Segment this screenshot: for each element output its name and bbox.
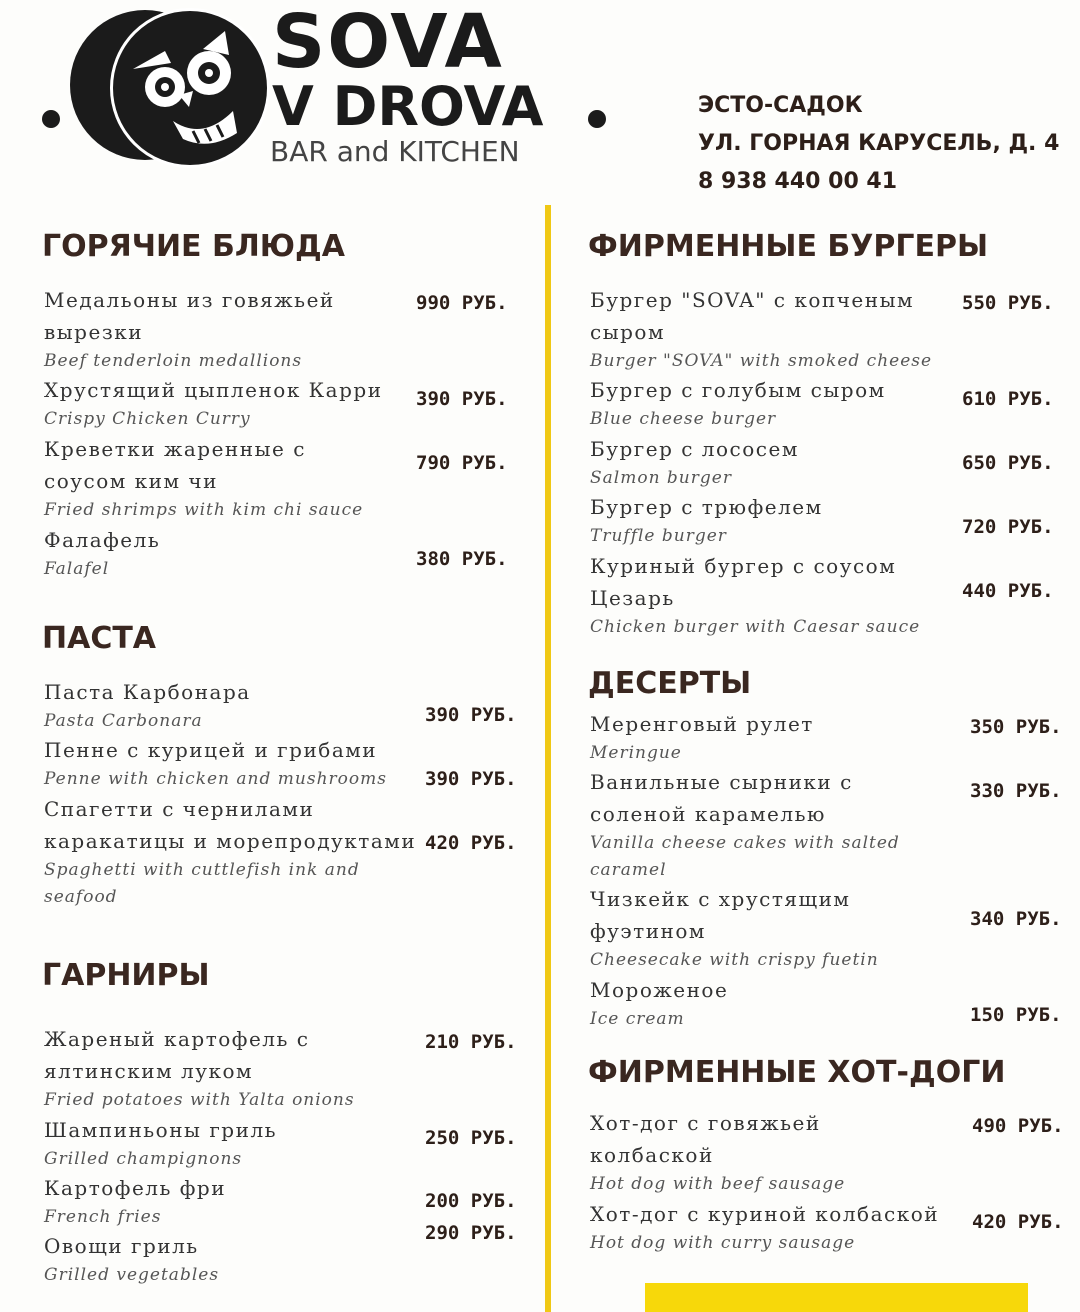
item-name-en: Beef tenderloin medallions <box>44 351 303 371</box>
column-divider <box>545 205 551 1312</box>
item-name-ru: сыром <box>590 320 666 344</box>
item-name-ru: Бургер с лососем <box>590 437 799 461</box>
section-title-burgers: ФИРМЕННЫЕ БУРГЕРЫ <box>588 229 989 264</box>
item-name-en: Falafel <box>44 559 110 579</box>
item-name-en: Meringue <box>590 743 682 763</box>
item-price: 440 РУБ. <box>962 580 1054 602</box>
item-price: 490 РУБ. <box>972 1115 1064 1137</box>
item-name-ru: Хрустящий цыпленок Карри <box>44 378 383 402</box>
address-street: УЛ. ГОРНАЯ КАРУСЕЛЬ, Д. 4 <box>698 131 1060 156</box>
phone-number: 8 938 440 00 41 <box>698 169 898 194</box>
item-name-en: Grilled vegetables <box>44 1265 220 1285</box>
item-name-ru: Цезарь <box>590 586 675 610</box>
item-name-ru: Креветки жаренные с <box>44 437 306 461</box>
section-title-hot: ГОРЯЧИЕ БЛЮДА <box>42 229 345 264</box>
section-title-pasta: ПАСТА <box>42 621 157 656</box>
item-name-en: French fries <box>44 1207 162 1227</box>
item-name-en: Cheesecake with crispy fuetin <box>590 950 879 970</box>
item-price: 650 РУБ. <box>962 452 1054 474</box>
item-name-ru: Мороженое <box>590 978 729 1002</box>
item-name-ru: соусом ким чи <box>44 469 218 493</box>
address-location: ЭСТО-САДОК <box>698 93 863 118</box>
item-name-ru: Фалафель <box>44 528 161 552</box>
item-name-ru: колбаской <box>590 1143 714 1167</box>
item-name-en: Vanilla cheese cakes with salted <box>590 833 900 853</box>
item-name-ru: Бургер с трюфелем <box>590 495 823 519</box>
brand-name: SOVA <box>272 0 504 85</box>
owl-icon <box>113 11 267 165</box>
dot-right <box>588 110 606 128</box>
item-name-en: Pasta Carbonara <box>44 711 203 731</box>
item-price: 790 РУБ. <box>416 452 508 474</box>
item-name-en: seafood <box>44 887 118 907</box>
item-name-ru: Чизкейк с хрустящим <box>590 887 851 911</box>
item-name-ru: каракатицы и морепродуктами <box>44 829 417 853</box>
section-title-desserts: ДЕСЕРТЫ <box>588 666 752 701</box>
item-price: 420 РУБ. <box>425 832 517 854</box>
item-name-ru: соленой карамелью <box>590 802 826 826</box>
item-name-ru: фуэтином <box>590 919 706 943</box>
item-name-en: Crispy Chicken Curry <box>44 409 251 429</box>
item-price: 350 РУБ. <box>970 716 1062 738</box>
item-name-en: Fried shrimps with kim chi sauce <box>44 500 364 520</box>
item-name-en: Chicken burger with Caesar sauce <box>590 617 921 637</box>
item-name-ru: Пенне с курицей и грибами <box>44 738 378 762</box>
item-name-en: Blue cheese burger <box>590 409 777 429</box>
item-name-ru: Бургер с голубым сыром <box>590 378 886 402</box>
brand-subname: V DROVA <box>272 75 544 138</box>
item-name-ru: Медальоны из говяжьей <box>44 288 335 312</box>
item-name-ru: Шампиньоны гриль <box>44 1118 278 1142</box>
item-name-ru: Овощи гриль <box>44 1234 199 1258</box>
item-name-ru: Паста Карбонара <box>44 680 251 704</box>
item-price: 330 РУБ. <box>970 780 1062 802</box>
item-name-ru: Меренговый рулет <box>590 712 814 736</box>
item-name-en: Truffle burger <box>590 526 727 546</box>
item-name-ru: Спагетти с чернилами <box>44 797 315 821</box>
item-name-ru: Картофель фри <box>44 1176 227 1200</box>
section-title-sides: ГАРНИРЫ <box>42 958 210 993</box>
item-price: 290 РУБ. <box>425 1222 517 1244</box>
item-name-en: Penne with chicken and mushrooms <box>44 769 387 789</box>
item-name-en: Hot dog with curry sausage <box>590 1233 856 1253</box>
item-price: 380 РУБ. <box>416 548 508 570</box>
item-price: 250 РУБ. <box>425 1127 517 1149</box>
item-name-en: Salmon burger <box>590 468 732 488</box>
item-name-ru: Жареный картофель с <box>44 1027 310 1051</box>
owl-logo <box>110 8 270 168</box>
item-name-ru: вырезки <box>44 320 144 344</box>
item-price: 990 РУБ. <box>416 292 508 314</box>
item-price: 150 РУБ. <box>970 1004 1062 1026</box>
item-price: 420 РУБ. <box>972 1211 1064 1233</box>
item-name-en: Burger "SOVA" with smoked cheese <box>590 351 933 371</box>
item-price: 720 РУБ. <box>962 516 1054 538</box>
item-name-en: Fried potatoes with Yalta onions <box>44 1090 355 1110</box>
item-price: 340 РУБ. <box>970 908 1062 930</box>
item-price: 210 РУБ. <box>425 1031 517 1053</box>
item-price: 200 РУБ. <box>425 1190 517 1212</box>
item-name-ru: ялтинским луком <box>44 1059 254 1083</box>
item-name-en: Hot dog with beef sausage <box>590 1174 846 1194</box>
item-price: 550 РУБ. <box>962 292 1054 314</box>
item-name-en: caramel <box>590 860 667 880</box>
section-title-hotdogs: ФИРМЕННЫЕ ХОТ-ДОГИ <box>588 1055 1006 1090</box>
item-price: 390 РУБ. <box>425 768 517 790</box>
item-name-ru: Хот-дог с говяжьей <box>590 1111 821 1135</box>
item-name-en: Ice cream <box>590 1009 685 1029</box>
bottom-yellow-banner <box>645 1283 1028 1312</box>
brand-tagline: BAR and KITCHEN <box>270 135 520 168</box>
item-name-ru: Бургер "SOVA" с копченым <box>590 288 915 312</box>
dot-left <box>42 110 60 128</box>
item-price: 390 РУБ. <box>425 704 517 726</box>
item-name-ru: Хот-дог с куриной колбаской <box>590 1202 940 1226</box>
item-name-en: Grilled champignons <box>44 1149 243 1169</box>
item-name-en: Spaghetti with cuttlefish ink and <box>44 860 360 880</box>
item-name-ru: Ванильные сырники с <box>590 770 853 794</box>
item-price: 390 РУБ. <box>416 388 508 410</box>
item-price: 610 РУБ. <box>962 388 1054 410</box>
item-name-ru: Куриный бургер с соусом <box>590 554 897 578</box>
